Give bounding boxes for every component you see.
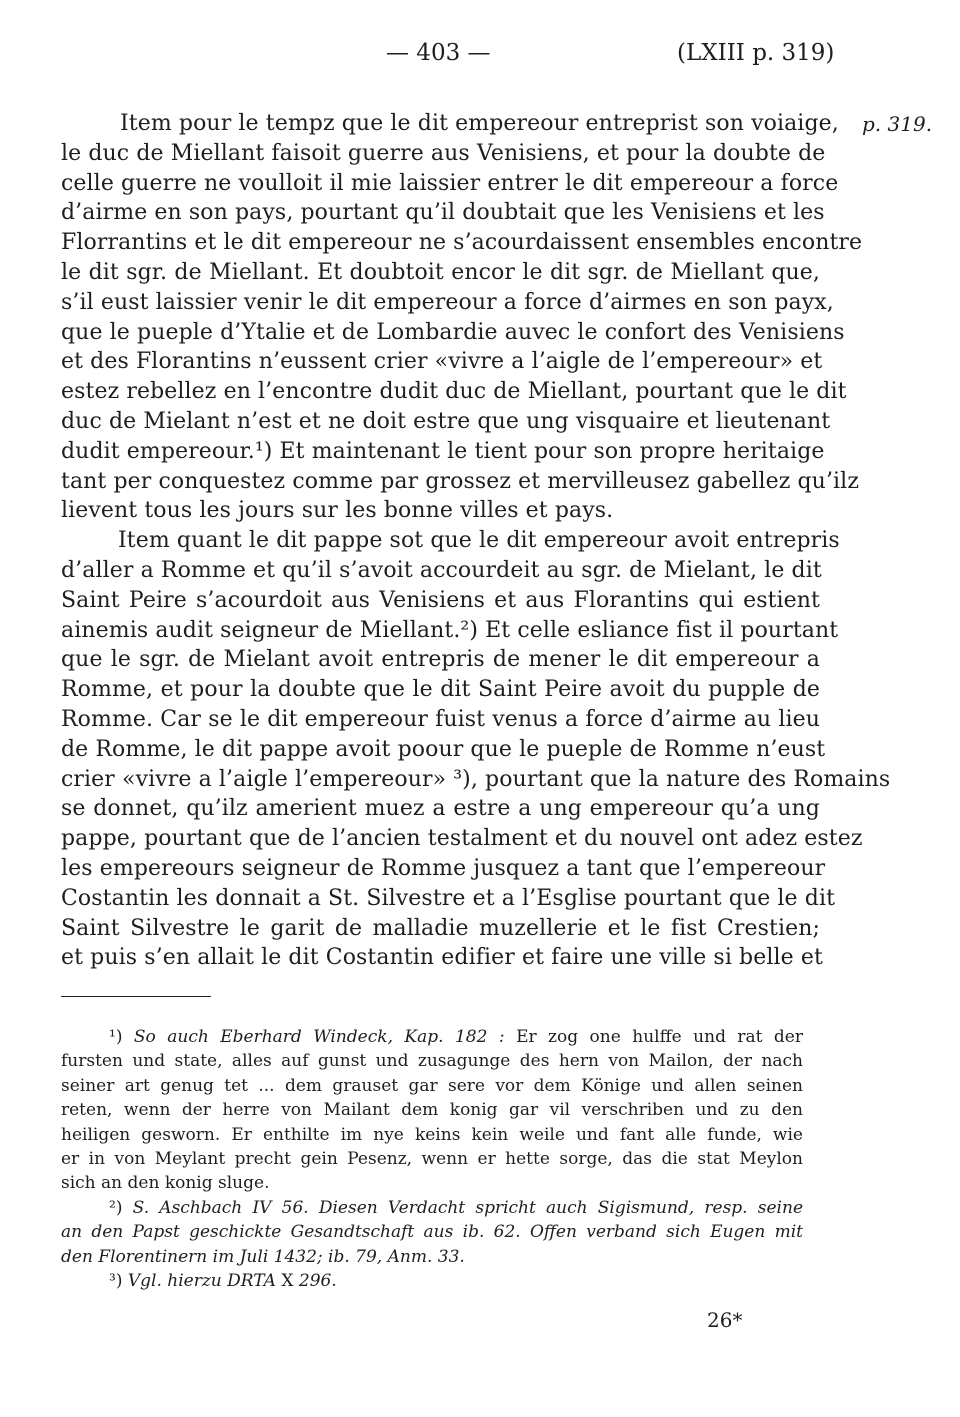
signature-mark: 26* xyxy=(707,1308,743,1332)
footnote-2-line xyxy=(61,1196,803,1220)
footnote-2-marker: ²) xyxy=(109,1197,123,1218)
footnote-1-line: heiligen gesworn. Er enthilte im nye keins kein weile und fant alle funde, wie xyxy=(61,1124,803,1145)
text-line: pappe, pourtant que de l’ancien testalment et du nouvel ont adez estez xyxy=(61,826,863,852)
footnote-1-line: reten, wenn der herre von Mailant dem konig gar vil verschriben und zu den xyxy=(61,1100,803,1121)
text-line: le dit sgr. de Miellant. Et doubtoit encor le dit sgr. de Miellant que, xyxy=(61,259,820,285)
text-line: d’aller a Romme et qu’il s’avoit accourdeit au sgr. de Mielant, le dit xyxy=(61,557,822,583)
running-header xyxy=(0,40,960,76)
text-line: celle guerre ne voulloit il mie laissier entrer le dit empereour a force xyxy=(61,170,839,196)
text-line: lievent tous les jours sur les bonne villes et pays. xyxy=(61,498,614,524)
footnote-1-source: So auch Eberhard Windeck, Kap. 182 : xyxy=(133,1027,505,1047)
footnote-2-line: den Florentinern im Juli 1432; ib. 79, Anm. 33. xyxy=(61,1246,465,1267)
text-line: duc de Mielant n’est et ne doit estre que ung visquaire et lieutenant xyxy=(61,408,831,434)
text-line: ainemis audit seigneur de Miellant.²) Et celle esliance fist il pourtant xyxy=(61,617,839,643)
text-line: tant per conquestez comme par grossez et mervilleusez gabellez qu’ilz xyxy=(61,468,860,494)
main-text xyxy=(61,109,891,973)
margin-page-reference: p. 319. xyxy=(862,112,933,136)
footnote-1-line xyxy=(61,1025,803,1049)
text-line: Romme. Car se le dit empereour fuist venus a force d’airme au lieu xyxy=(61,706,820,732)
footnote-2-line: an den Papst geschickte Gesandtschaft aus ib. 62. Offen verband sich Eugen mit xyxy=(61,1222,803,1243)
text-line: que le pueple d’Ytalie et de Lombardie auvec le confort des Venisiens xyxy=(61,319,845,345)
footnote-1-line: sich an den konig sluge. xyxy=(61,1173,270,1194)
footnotes xyxy=(61,1025,803,1293)
text-line: crier «vivre a l’aigle l’empereour» ³), pourtant que la nature des Romains xyxy=(61,766,891,792)
text-line: se donnet, qu’ilz amerient muez a estre a ung empereour qu’a ung xyxy=(61,796,820,822)
footnote-1-marker: ¹) xyxy=(109,1027,123,1047)
footnote-3-page: 296. xyxy=(298,1270,337,1291)
text-line: estez rebellez en l’encontre dudit duc de Miellant, pourtant que le dit xyxy=(61,379,847,405)
footnote-1-line: seiner art genug tet ... dem grauset gar sere vor dem Könige und allen seinen xyxy=(61,1075,803,1096)
text-line: et puis s’en allait le dit Costantin edifier et faire une ville si belle et xyxy=(61,945,823,971)
text-line: que le sgr. de Mielant avoit entrepris de mener le dit empereour a xyxy=(61,647,820,673)
footnote-3-marker: ³) xyxy=(109,1270,123,1291)
text-line: et des Florantins n’eussent crier «vivre a l’aigle de l’empereour» et xyxy=(61,349,823,375)
footnote-3-line xyxy=(61,1269,803,1293)
text-line: les empereours seigneur de Romme jusquez a tant que l’empereour xyxy=(61,855,826,881)
text-line: le duc de Miellant faisoit guerre aus Venisiens, et pour la doubte de xyxy=(61,140,826,166)
text-line: Saint Silvestre le garit de malladie muzellerie et le fist Crestien; xyxy=(61,915,820,941)
source-reference: (LXIII p. 319) xyxy=(677,40,835,66)
text-line: Costantin les donnait a St. Silvestre et a l’Esglise pourtant que le dit xyxy=(61,885,836,911)
footnote-2-text: S. Aschbach IV 56. Diesen Verdacht spricht auch Sigismund, resp. seine xyxy=(132,1197,804,1218)
text-line: dudit empereour.¹) Et maintenant le tient pour son propre heritaige xyxy=(61,438,825,464)
footnote-1-text: Er zog one hulffe und rat der xyxy=(516,1027,803,1047)
footnote-1-line: fursten und state, alles auf gunst und zusagunge des hern von Mailon, der nach xyxy=(61,1051,803,1072)
footnote-3-volume: X xyxy=(281,1270,294,1291)
text-line: d’airme en son pays, pourtant qu’il doubtait que les Venisiens et les xyxy=(61,200,825,226)
page-number: — 403 — xyxy=(386,40,491,66)
footnote-1-line: er in von Meylant precht gein Pesenz, wenn er hette sorge, das die stat Meylon xyxy=(61,1148,803,1169)
text-line: Item quant le dit pappe sot que le dit empereour avoit entrepris xyxy=(118,528,840,554)
text-line: s’il eust laissier venir le dit empereour a force d’airmes en son payx, xyxy=(61,289,834,315)
text-line: Romme, et pour la doubte que le dit Saint Peire avoit du pupple de xyxy=(61,677,820,703)
text-line: de Romme, le dit pappe avoit poour que le pueple de Romme n’eust xyxy=(61,736,826,762)
footnote-3-source: Vgl. hierzu DRTA xyxy=(127,1270,276,1291)
text-line: Florrantins et le dit empereour ne s’acourdaissent ensembles encontre xyxy=(61,230,863,256)
text-line: Item pour le tempz que le dit empereour entreprist son voiaige, xyxy=(120,111,839,136)
text-line: Saint Peire s’acourdoit aus Venisiens et aus Florantins qui estient xyxy=(61,587,820,613)
footnote-divider xyxy=(61,996,211,997)
